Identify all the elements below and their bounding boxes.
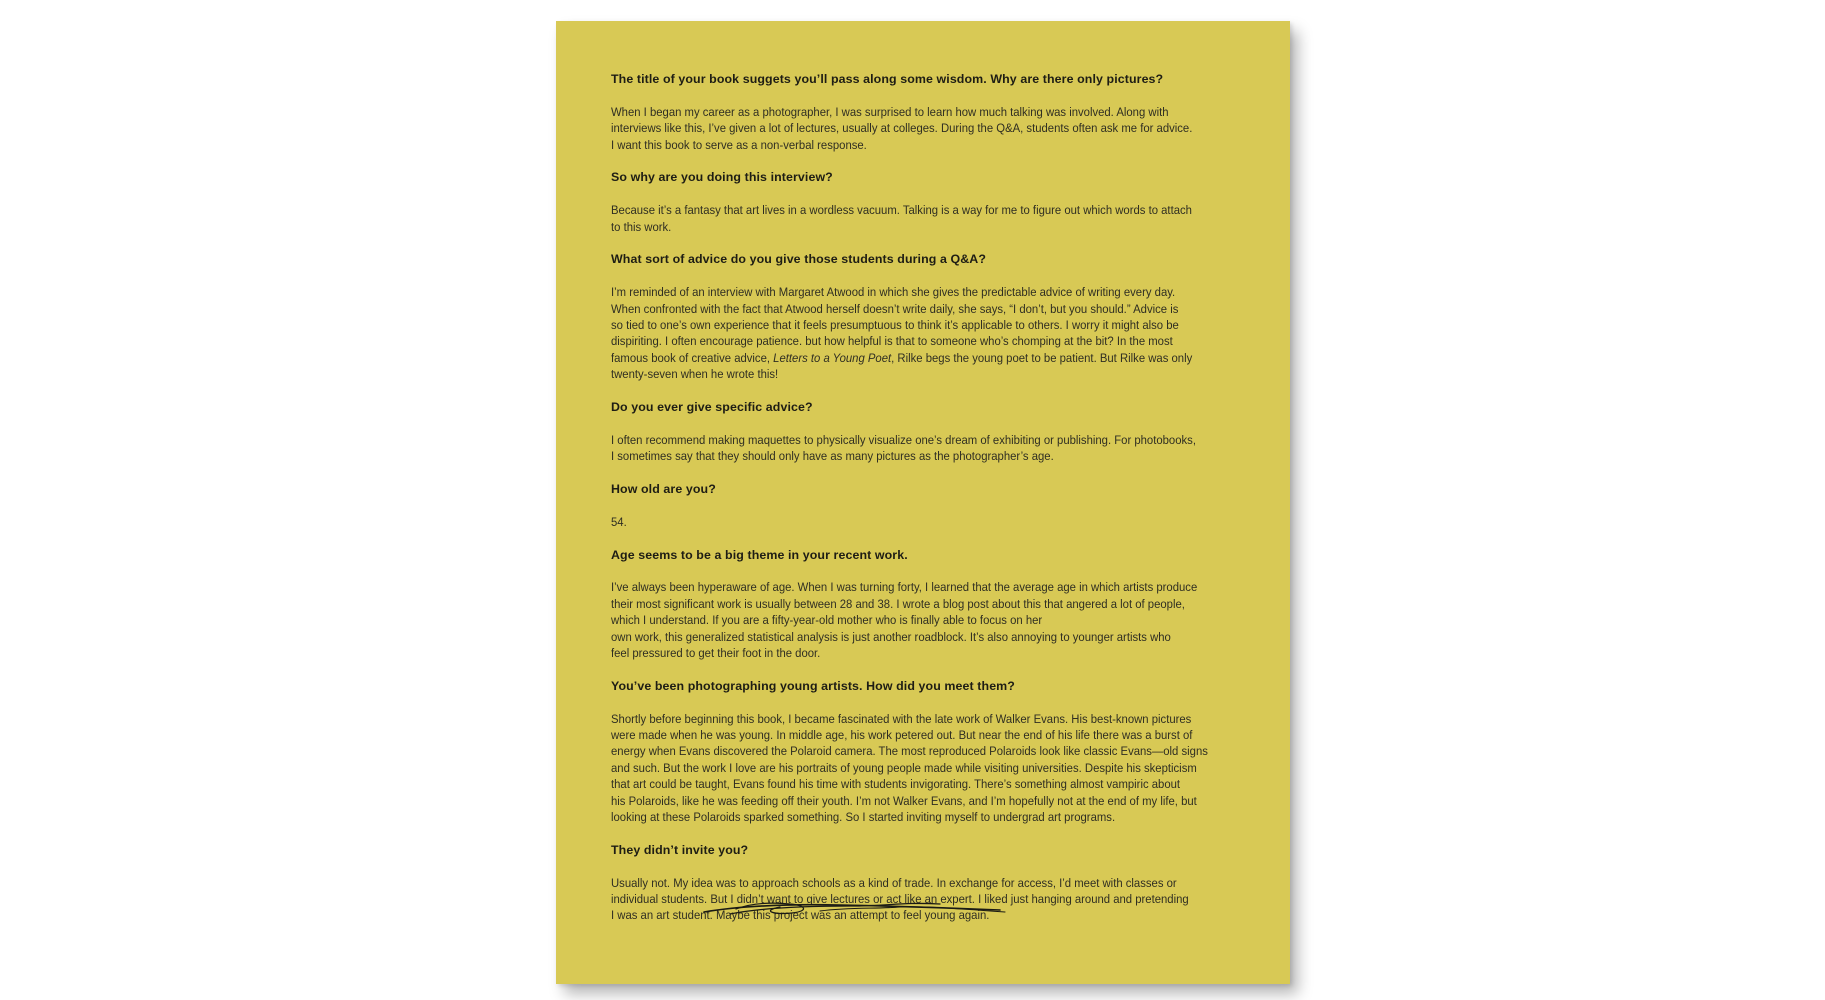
answer-line: I sometimes say that they should only have as many pictures as the photographer’s age. bbox=[611, 449, 1054, 464]
question: They didn’t invite you? bbox=[611, 842, 749, 857]
qa-entry bbox=[611, 71, 1236, 153]
answer bbox=[611, 432, 1237, 465]
answer-line: were made when he was young. In middle age, his work petered out. But near the end of his life there was a burst of bbox=[611, 728, 1193, 743]
question: So why are you doing this interview? bbox=[611, 170, 833, 185]
qa-entry bbox=[611, 481, 1236, 530]
answer-line: twenty-seven when he wrote this! bbox=[611, 367, 779, 382]
answer-text: , Rilke begs the young poet to be patient. But Rilke was only bbox=[891, 350, 1193, 365]
answer-line: I’ve always been hyperaware of age. When I was turning forty, I learned that the average age in which artists produce bbox=[611, 580, 1198, 595]
question: You’ve been photographing young artists. How did you meet them? bbox=[611, 678, 1015, 693]
answer-line: When confronted with the fact that Atwood herself doesn’t write daily, she says, “I don’t, but you should.” Advice is bbox=[611, 301, 1179, 316]
answer-line: his Polaroids, like he was feeding off their youth. I’m not Walker Evans, and I’m hopefully not at the end of my life, but bbox=[611, 793, 1197, 808]
answer bbox=[611, 514, 1237, 530]
answer-line: and such. But the work I love are his portraits of young people made while visiting universities. Despite his skepticism bbox=[611, 760, 1197, 775]
qa-entry bbox=[611, 399, 1236, 465]
answer-line: I’m reminded of an interview with Margaret Atwood in which she gives the predictable advice of writing every day. bbox=[611, 285, 1176, 300]
answer-line: Shortly before beginning this book, I became fascinated with the late work of Walker Evans. His best-known pictures bbox=[611, 711, 1192, 726]
answer bbox=[611, 579, 1237, 661]
answer-line: I often recommend making maquettes to physically visualize one’s dream of exhibiting or publishing. For photobooks, bbox=[611, 432, 1196, 447]
answer bbox=[611, 284, 1237, 382]
answer-line: which I understand. If you are a fifty-year-old mother who is finally able to focus on her bbox=[611, 613, 1043, 628]
qa-entry bbox=[611, 842, 1236, 924]
answer-line: I was an art student. Maybe this project was an attempt to feel young again. bbox=[611, 908, 990, 923]
answer-text: famous book of creative advice, bbox=[611, 350, 774, 365]
qa-entry bbox=[611, 678, 1236, 826]
answer-line: feel pressured to get their foot in the door. bbox=[611, 646, 821, 661]
qa-entry bbox=[611, 169, 1236, 235]
answer-line: so tied to one’s own experience that it feels presumptuous to think it’s applicable to others. I worry it might also be bbox=[611, 318, 1179, 333]
answer-line: dispiriting. I often encourage patience. but how helpful is that to someone who’s chomping at the bit? In the most bbox=[611, 334, 1173, 349]
question: The title of your book suggets you’ll pass along some wisdom. Why are there only pictures? bbox=[611, 72, 1164, 86]
answer-line: Usually not. My idea was to approach schools as a kind of trade. In exchange for access, I’d meet with classes or bbox=[611, 875, 1177, 890]
answer-line: interviews like this, I’ve given a lot of lectures, usually at colleges. During the Q&A, students often ask me for advice. bbox=[611, 121, 1193, 136]
answer-line: I want this book to serve as a non-verbal response. bbox=[611, 137, 867, 152]
question: How old are you? bbox=[611, 482, 716, 497]
answer-line: Because it’s a fantasy that art lives in a wordless vacuum. Talking is a way for me to figure out which words to attach bbox=[611, 203, 1192, 218]
question: Do you ever give specific advice? bbox=[611, 400, 813, 415]
book-title: Letters to a Young Poet bbox=[773, 350, 892, 365]
answer-line: their most significant work is usually between 28 and 38. I wrote a blog post about this that angered a lot of people, bbox=[611, 596, 1185, 611]
answer bbox=[611, 202, 1237, 235]
qa-entry bbox=[611, 251, 1236, 382]
answer-line: 54. bbox=[611, 514, 627, 529]
answer-line: When I began my career as a photographer, I was surprised to learn how much talking was involved. Along with bbox=[611, 104, 1169, 119]
answer bbox=[611, 875, 1237, 924]
question: Age seems to be a big theme in your recent work. bbox=[611, 547, 908, 562]
answer-line: own work, this generalized statistical analysis is just another roadblock. It’s also annoying to younger artists who bbox=[611, 629, 1171, 644]
answer-line: to this work. bbox=[611, 219, 672, 234]
answer-line: looking at these Polaroids sparked something. So I started inviting myself to undergrad art programs. bbox=[611, 810, 1116, 825]
qa-entry bbox=[611, 547, 1236, 662]
answer-line: energy when Evans discovered the Polaroid camera. The most reproduced Polaroids look like classic Evans—old signs bbox=[611, 744, 1208, 759]
answer-line: that art could be taught, Evans found his time with students invigorating. There’s something almost vampiric about bbox=[611, 777, 1181, 792]
answer bbox=[611, 104, 1237, 153]
answer bbox=[611, 711, 1237, 826]
question: What sort of advice do you give those students during a Q&A? bbox=[611, 252, 986, 267]
answer-line-with-title bbox=[611, 350, 1237, 366]
document-page bbox=[556, 21, 1290, 984]
answer-line: individual students. But I didn’t want to give lectures or act like an expert. I liked just hanging around and pretending bbox=[611, 892, 1189, 907]
